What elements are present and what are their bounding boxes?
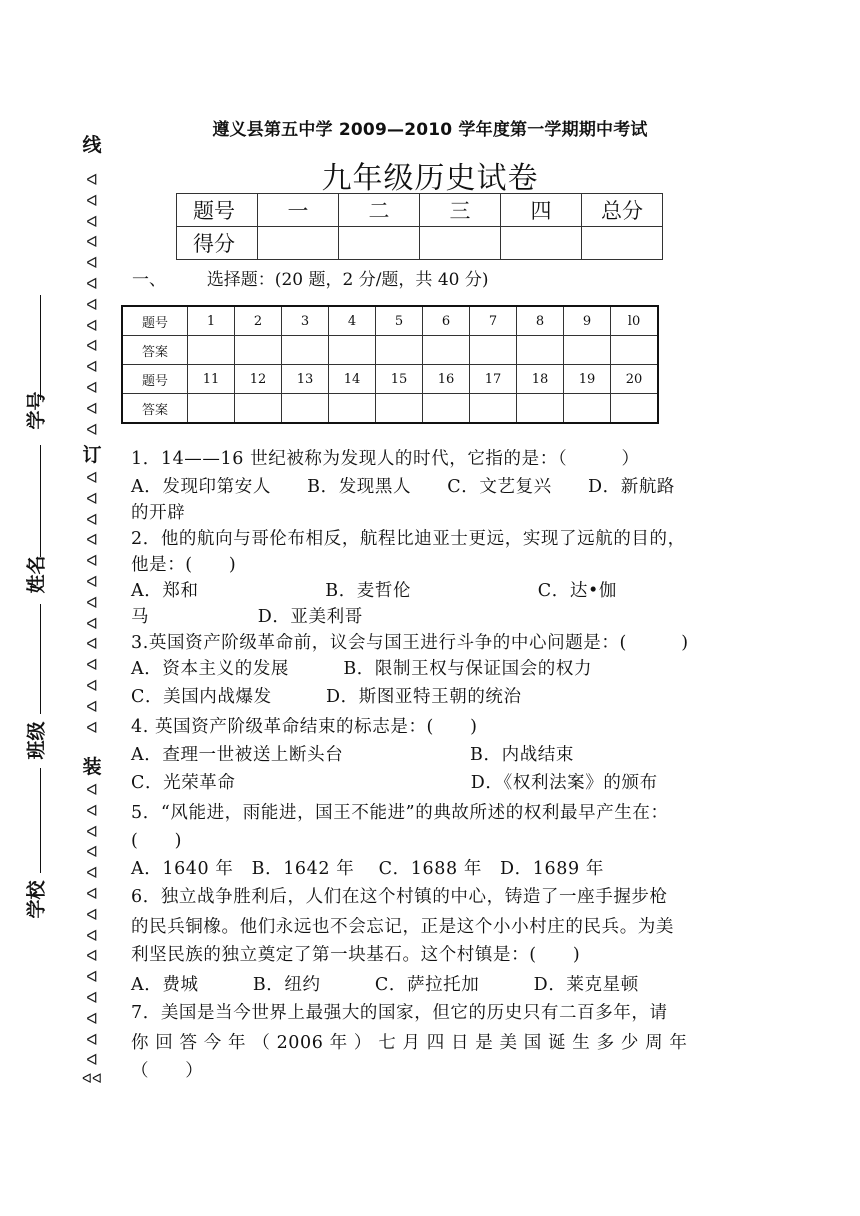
binding-arrow-icon: ᐊ (86, 988, 98, 1007)
answer-cell[interactable] (423, 394, 470, 424)
question-number: 13 (282, 365, 329, 394)
q5-options: A．1640 年 B．1642 年 C．1688 年 D．1689 年 (131, 859, 604, 879)
score-col-1: 一 (258, 194, 339, 227)
question-number: 19 (564, 365, 611, 394)
answer-cell[interactable] (282, 394, 329, 424)
binding-arrow-icon: ᐊ (86, 676, 98, 695)
q5-stem: 5．“风能进，雨能进，国王不能进”的典故所述的权利最早产生在： (131, 803, 669, 823)
binding-arrow-icon: ᐊ (86, 1009, 98, 1028)
q3-options-line-1: A．资本主义的发展 B．限制王权与保证国会的权力 (131, 659, 593, 679)
score-table-label: 题号 (177, 194, 258, 227)
binding-arrow-icon: ᐊ (86, 469, 98, 487)
q7-line-1: 7．美国是当今世界上最强大的国家，但它的历史只有二百多年，请 (131, 1003, 668, 1023)
section-1-title: 选择题：(20 题，2 分/题，共 40 分) (206, 270, 489, 290)
binding-arrows-upper (82, 170, 102, 440)
score-col-3: 三 (420, 194, 501, 227)
q2-options-line-2: 马 D．亚美利哥 (131, 607, 363, 627)
binding-arrow-icon: ᐊ (86, 337, 98, 356)
score-cell[interactable] (582, 227, 663, 260)
q1-stem: 1．14——16 世纪被称为发现人的时代，它指的是：（ ） (131, 449, 640, 469)
name-line[interactable] (40, 445, 41, 557)
binding-arrow-icon: ᐊ (86, 656, 98, 675)
binding-arrows-middle (82, 468, 102, 738)
score-col-4: 四 (501, 194, 582, 227)
q1-options: A．发现印第安人 B．发现黑人 C．文艺复兴 D．新航路 (131, 477, 676, 497)
score-cell[interactable] (501, 227, 582, 260)
binding-arrow-icon: ᐊ (86, 489, 98, 508)
answer-table-answer-row-2 (122, 394, 658, 424)
answer-cell[interactable] (376, 394, 423, 424)
answer-cell[interactable] (329, 336, 376, 365)
question-number: 18 (517, 365, 564, 394)
binding-arrow-icon: ᐊ (86, 572, 98, 591)
score-table-header-row (177, 194, 663, 227)
q3-options-line-2: C．美国内战爆发 D．斯图亚特王朝的统治 (131, 687, 522, 707)
binding-arrow-icon: ᐊ (86, 968, 98, 987)
binding-bottom-mark: ᐊᐊ (82, 1072, 102, 1087)
score-cell[interactable] (339, 227, 420, 260)
question-number: 9 (564, 306, 611, 336)
answer-table-row-label: 题号 (122, 306, 188, 336)
q2-continuation: 他是：( ) (131, 555, 237, 575)
binding-arrow-icon: ᐊ (86, 947, 98, 966)
answer-cell[interactable] (470, 394, 517, 424)
q4-options-line-1: A．查理一世被送上断头台 B．内战结束 (131, 745, 574, 765)
answer-cell[interactable] (376, 336, 423, 365)
q4-options-line-2: C．光荣革命 D．《权利法案》的颁布 (131, 773, 658, 793)
q6-line-3: 利坚民族的独立奠定了第一块基石。这个村镇是：( ) (131, 945, 581, 965)
answer-table (121, 305, 659, 424)
answer-cell[interactable] (611, 336, 659, 365)
binding-arrow-icon: ᐊ (86, 843, 98, 862)
answer-table-answer-row-1 (122, 336, 658, 365)
name-label: 姓名 (25, 555, 48, 594)
binding-arrow-icon: ᐊ (86, 212, 98, 231)
binding-arrow-icon: ᐊ (86, 614, 98, 633)
answer-cell[interactable] (235, 336, 282, 365)
score-cell[interactable] (420, 227, 501, 260)
question-number: 6 (423, 306, 470, 336)
q4-stem: 4. 英国资产阶级革命结束的标志是：( ) (131, 717, 478, 737)
answer-cell[interactable] (188, 336, 235, 365)
binding-arrow-icon: ᐊ (86, 635, 98, 654)
answer-cell[interactable] (564, 336, 611, 365)
question-number: 2 (235, 306, 282, 336)
binding-arrow-icon: ᐊ (86, 274, 98, 293)
answer-cell[interactable] (517, 394, 564, 424)
school-exam-title: 遵义县第五中学 2009—2010 学年度第一学期期中考试 (212, 120, 648, 140)
binding-word-ding: 订 (82, 444, 102, 466)
binding-arrow-icon: ᐊ (86, 295, 98, 314)
question-number: 20 (611, 365, 659, 394)
q2-stem: 2．他的航向与哥伦布相反，航程比迪亚士更远，实现了远航的目的， (131, 529, 686, 549)
binding-arrow-icon: ᐊ (86, 399, 98, 418)
score-table (176, 193, 663, 260)
question-number: 3 (282, 306, 329, 336)
answer-cell[interactable] (611, 394, 659, 424)
binding-arrow-icon: ᐊ (86, 552, 98, 571)
binding-arrow-icon: ᐊ (86, 531, 98, 550)
binding-arrow-icon: ᐊ (86, 358, 98, 377)
answer-cell[interactable] (235, 394, 282, 424)
binding-arrow-icon: ᐊ (86, 316, 98, 335)
student-id-label: 学号 (25, 391, 48, 430)
answer-table-number-row-2 (122, 365, 658, 394)
binding-arrows-lower (82, 780, 102, 1071)
section-1-number: 一、 (132, 270, 166, 290)
question-number: 17 (470, 365, 517, 394)
question-number: 1 (188, 306, 235, 336)
score-row-label: 得分 (177, 227, 258, 260)
class-label: 班级 (25, 721, 48, 760)
answer-table-answer-label: 答案 (122, 336, 188, 365)
binding-word-xian: 线 (82, 134, 102, 156)
answer-cell[interactable] (564, 394, 611, 424)
binding-arrow-icon: ᐊ (86, 864, 98, 883)
answer-cell[interactable] (282, 336, 329, 365)
class-line[interactable] (40, 604, 41, 714)
answer-cell[interactable] (188, 394, 235, 424)
binding-arrow-icon: ᐊ (86, 420, 98, 439)
binding-arrow-icon: ᐊ (86, 378, 98, 397)
q3-stem: 3.英国资产阶级革命前，议会与国王进行斗争的中心问题是：( ) (131, 633, 689, 653)
q5-continuation: ( ) (131, 831, 183, 851)
q1-continuation: 的开辟 (131, 503, 186, 523)
question-number: 16 (423, 365, 470, 394)
binding-arrow-icon: ᐊ (86, 1051, 98, 1070)
q6-options: A．费城 B．纽约 C．萨拉托加 D．莱克星顿 (131, 975, 639, 995)
score-cell[interactable] (258, 227, 339, 260)
binding-arrow-icon: ᐊ (86, 233, 98, 252)
q6-line-2: 的民兵铜橡。他们永远也不会忘记，正是这个小小村庄的民兵。为美 (131, 917, 674, 937)
binding-arrow-icon: ᐊ (86, 884, 98, 903)
answer-cell[interactable] (423, 336, 470, 365)
answer-cell[interactable] (517, 336, 564, 365)
binding-arrow-icon: ᐊ (86, 254, 98, 273)
school-label: 学校 (25, 880, 48, 919)
q7-line-2: 你 回 答 今 年 （ 2006 年 ） 七 月 四 日 是 美 国 诞 生 多 少 周 年 (131, 1033, 688, 1053)
student-id-line[interactable] (40, 295, 41, 400)
paper-title: 九年级历史试卷 (321, 161, 539, 196)
score-col-2: 二 (339, 194, 420, 227)
answer-table-answer-label: 答案 (122, 394, 188, 424)
school-line[interactable] (40, 768, 41, 873)
question-number: 5 (376, 306, 423, 336)
question-number: 12 (235, 365, 282, 394)
binding-arrow-icon: ᐊ (86, 593, 98, 612)
binding-word-zhuang: 装 (82, 756, 102, 778)
answer-cell[interactable] (470, 336, 517, 365)
binding-arrow-icon: ᐊ (86, 718, 98, 737)
q2-options-line-1: A．郑和 B．麦哲伦 C．达•伽 (131, 581, 618, 601)
answer-cell[interactable] (329, 394, 376, 424)
section-1-heading (132, 265, 489, 290)
binding-arrow-icon: ᐊ (86, 697, 98, 716)
question-number: l0 (611, 306, 659, 336)
question-number: 8 (517, 306, 564, 336)
answer-table-row-label: 题号 (122, 365, 188, 394)
question-number: 4 (329, 306, 376, 336)
question-number: 14 (329, 365, 376, 394)
q6-line-1: 6．独立战争胜利后，人们在这个村镇的中心，铸造了一座手握步枪 (131, 887, 668, 907)
binding-arrow-icon: ᐊ (86, 781, 98, 799)
binding-arrow-icon: ᐊ (86, 822, 98, 841)
q7-line-3: （ ） (131, 1061, 204, 1081)
question-number: 7 (470, 306, 517, 336)
binding-arrow-icon: ᐊ (86, 801, 98, 820)
binding-arrow-icon: ᐊ (86, 905, 98, 924)
binding-arrow-icon: ᐊ (86, 926, 98, 945)
question-number: 15 (376, 365, 423, 394)
binding-arrow-icon: ᐊ (86, 171, 98, 189)
answer-table-number-row-1 (122, 306, 658, 336)
binding-arrow-icon: ᐊ (86, 510, 98, 529)
binding-arrow-icon: ᐊ (86, 191, 98, 210)
score-table-score-row (177, 227, 663, 260)
binding-arrow-icon: ᐊ (86, 1030, 98, 1049)
question-number: 11 (188, 365, 235, 394)
score-col-total: 总分 (582, 194, 663, 227)
